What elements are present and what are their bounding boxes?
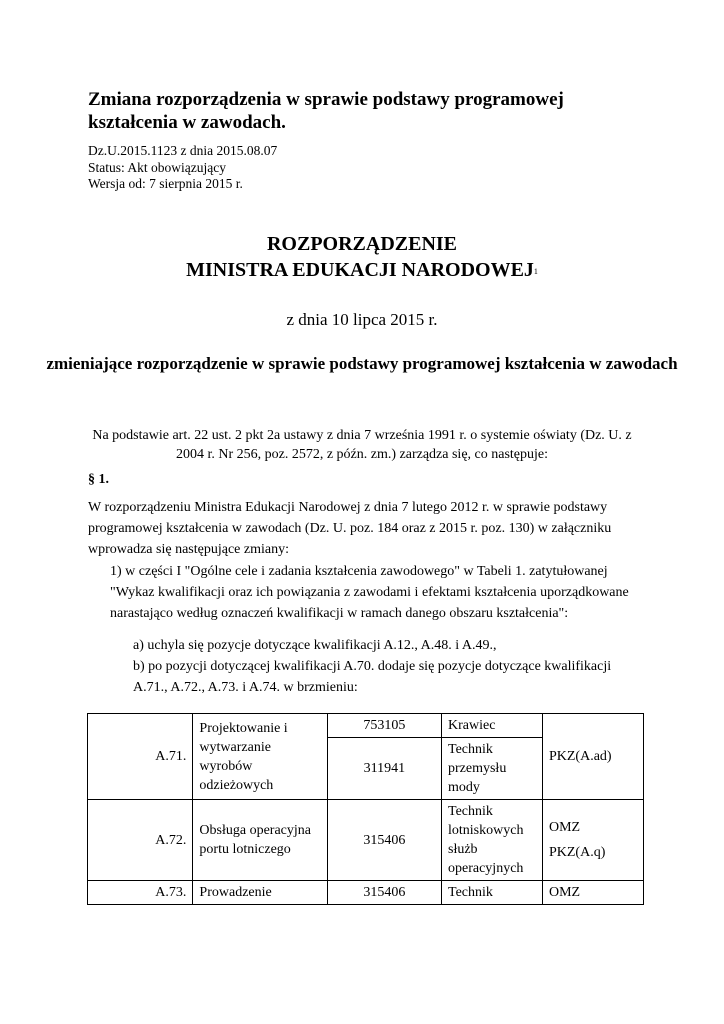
document-metadata <box>88 143 277 193</box>
qualifications-table <box>87 713 644 905</box>
table-row <box>88 800 644 881</box>
act-date: z dnia 10 lipca 2015 r. <box>286 310 438 329</box>
subpoint-a: a) uchyla się pozycje dotyczące kwalifikacji A.12., A.48. i A.49., <box>133 638 497 653</box>
legal-basis: Na podstawie art. 22 ust. 2 pkt 2a ustawy z dnia 7 września 1991 r. o systemie oświaty (Dz. U. z 2004 r. Nr 256, poz. 2572, z późn. zm.) zarządza się, co następuje: <box>92 428 632 462</box>
act-heading-issuer-text: MINISTRA EDUKACJI NARODOWEJ <box>186 259 534 281</box>
profession-number: 753105 <box>327 714 441 738</box>
act-heading-type: ROZPORZĄDZENIE <box>266 233 458 255</box>
pkz-code: PKZ(A.q) <box>548 845 606 860</box>
qualification-code: A.73. <box>88 881 193 905</box>
pkz-codes <box>542 800 643 881</box>
qualification-name: Prowadzenie <box>193 881 327 905</box>
profession-number: 315406 <box>327 881 441 905</box>
pkz-code: OMZ <box>542 881 643 905</box>
section-number: § 1. <box>88 472 109 487</box>
profession-name: Krawiec <box>442 714 543 738</box>
section-intro: W rozporządzeniu Ministra Edukacji Narodowej z dnia 7 lutego 2012 r. w sprawie podstawy programowej kształcenia w zawodach (Dz. U. poz. 184 oraz z 2015 r. poz. 130) w załączniku wprowadza się następujące zmiany: <box>88 500 612 557</box>
qualification-name: Obsługa operacyjna portu lotniczego <box>193 800 327 881</box>
act-heading-issuer <box>0 257 724 283</box>
qualification-name: Projektowanie i wytwarzanie wyrobów odzieżowych <box>193 714 327 800</box>
profession-number: 311941 <box>327 738 441 800</box>
table-row <box>88 881 644 905</box>
footnote-marker[interactable]: 1 <box>533 267 538 276</box>
pkz-code: PKZ(A.ad) <box>542 714 643 800</box>
version-line: Wersja od: 7 sierpnia 2015 r. <box>88 176 243 191</box>
subpoint-b: b) po pozycji dotyczącej kwalifikacji A.70. dodaje się pozycje dotyczące kwalifikacji A.71., A.72., A.73. i A.74. w brzmieniu: <box>133 659 612 695</box>
point-1: 1) w części I "Ogólne cele i zadania kształcenia zawodowego" w Tabeli 1. zatytułowanej "Wykaz kwalifikacji oraz ich powiązania z zawodami i efektami kształcenia uporządkowane narastająco według oznaczeń kwalifikacji w ramach danego obszaru kształcenia": <box>110 564 629 621</box>
profession-number: 315406 <box>327 800 441 881</box>
qualification-code: A.71. <box>88 714 193 800</box>
profession-name: Technik przemysłu mody <box>442 738 543 800</box>
table-row <box>88 714 644 738</box>
profession-name: Technik <box>442 881 543 905</box>
status-line: Status: Akt obowiązujący <box>88 159 226 175</box>
profession-name: Technik lotniskowych służb operacyjnych <box>442 800 543 881</box>
pkz-code: OMZ <box>548 820 581 835</box>
journal-reference: Dz.U.2015.1123 z dnia 2015.08.07 <box>88 143 278 158</box>
document-title: Zmiana rozporządzenia w sprawie podstawy programowej kształcenia w zawodach. <box>88 89 564 133</box>
qualification-code: A.72. <box>88 800 193 881</box>
act-subject: zmieniające rozporządzenie w sprawie podstawy programowej kształcenia w zawodach <box>46 354 678 373</box>
